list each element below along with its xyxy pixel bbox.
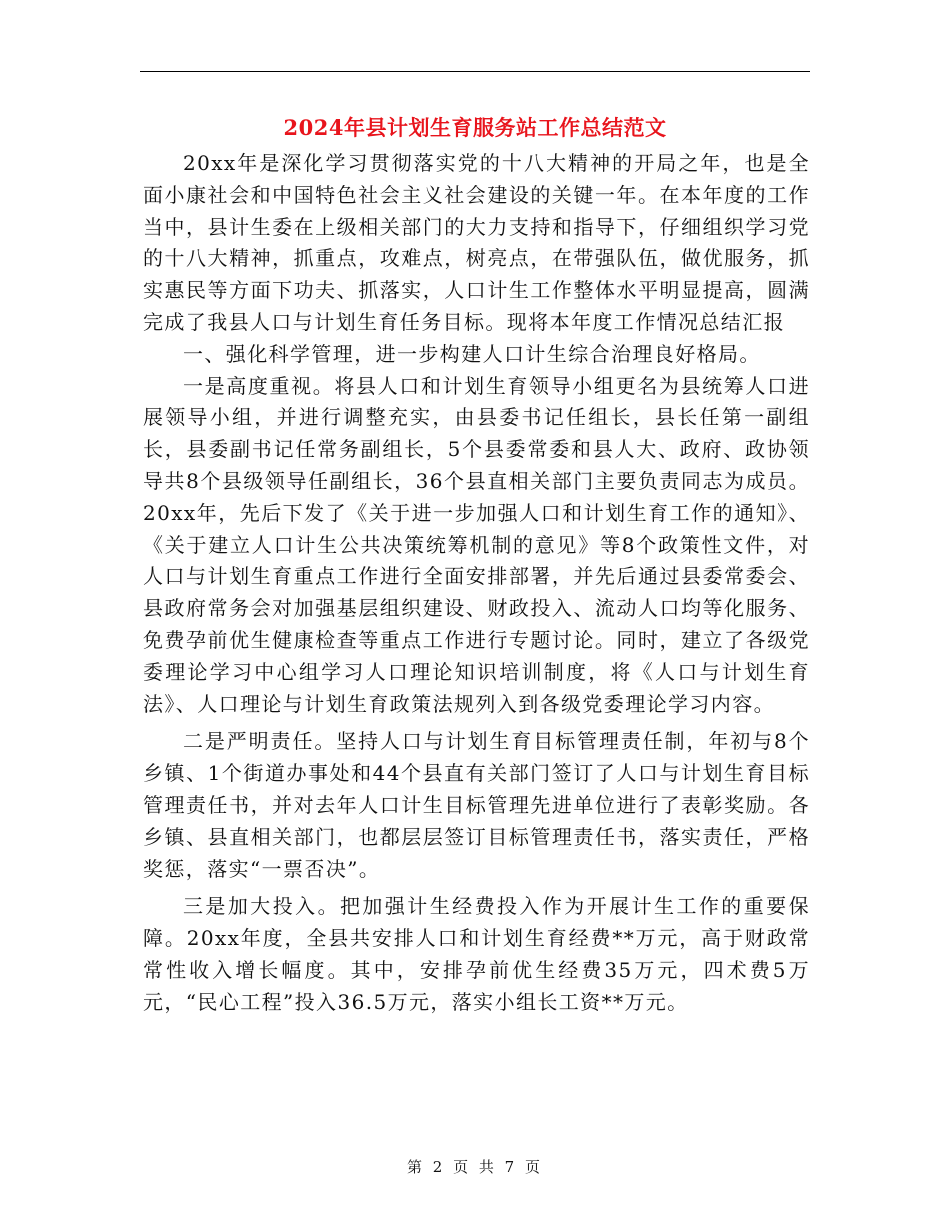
section-heading-1: 一、强化科学管理，进一步构建人口计生综合治理良好格局。: [183, 341, 761, 366]
page-number: 第 2 页 共 7 页: [407, 1158, 543, 1176]
header-rule: [140, 71, 810, 72]
paragraph-point-3: 三是加大投入。把加强计生经费投入作为开展计生工作的重要保障。20xx年度，全县共安排人口和计划生育经费**万元，高于财政常常性收入增长幅度。其中，安排孕前优生经费35万元，四术费5万元，“民心工程”投入36.5万元，落实小组长工资**万元。: [143, 894, 810, 1014]
paragraph-intro: 20xx年是深化学习贯彻落实党的十八大精神的开局之年，也是全面小康社会和中国特色社会主义社会建设的关键一年。在本年度的工作当中，县计生委在上级相关部门的大力支持和指导下，仔细组织学习党的十八大精神，抓重点，攻难点，树亮点，在带强队伍，做优服务，抓实惠民等方面下功夫、抓落实，人口计生工作整体水平明显提高，圆满完成了我县人口与计划生育任务目标。现将本年度工作情况总结汇报: [143, 151, 810, 334]
document-body: [143, 148, 810, 1019]
paragraph-point-2: 二是严明责任。坚持人口与计划生育目标管理责任制，年初与8个乡镇、1个街道办事处和44个县直有关部门签订了人口与计划生育目标管理责任书，并对去年人口计生目标管理先进单位进行了表彰奖励。各乡镇、县直相关部门，也都层层签订目标管理责任书，落实责任，严格奖惩，落实“一票否决”。: [143, 729, 810, 881]
paragraph-point-1: 一是高度重视。将县人口和计划生育领导小组更名为县统筹人口进展领导小组，并进行调整充实，由县委书记任组长，县长任第一副组长，县委副书记任常务副组长，5个县委常委和县人大、政府、政协领导共8个县级领导任副组长，36个县直相关部门主要负责同志为成员。20xx年，先后下发了《关于进一步加强人口和计划生育工作的通知》、《关于建立人口计生公共决策统筹机制的意见》等8个政策性文件，对人口与计划生育重点工作进行全面安排部署，并先后通过县委常委会、县政府常务会对加强基层组织建设、财政投入、流动人口均等化服务、免费孕前优生健康检查等重点工作进行专题讨论。同时，建立了各级党委理论学习中心组学习人口理论知识培训制度，将《人口与计划生育法》、人口理论与计划生育政策法规列入到各级党委理论学习内容。: [143, 373, 810, 716]
document-title: 2024年县计划生育服务站工作总结范文: [283, 115, 667, 140]
